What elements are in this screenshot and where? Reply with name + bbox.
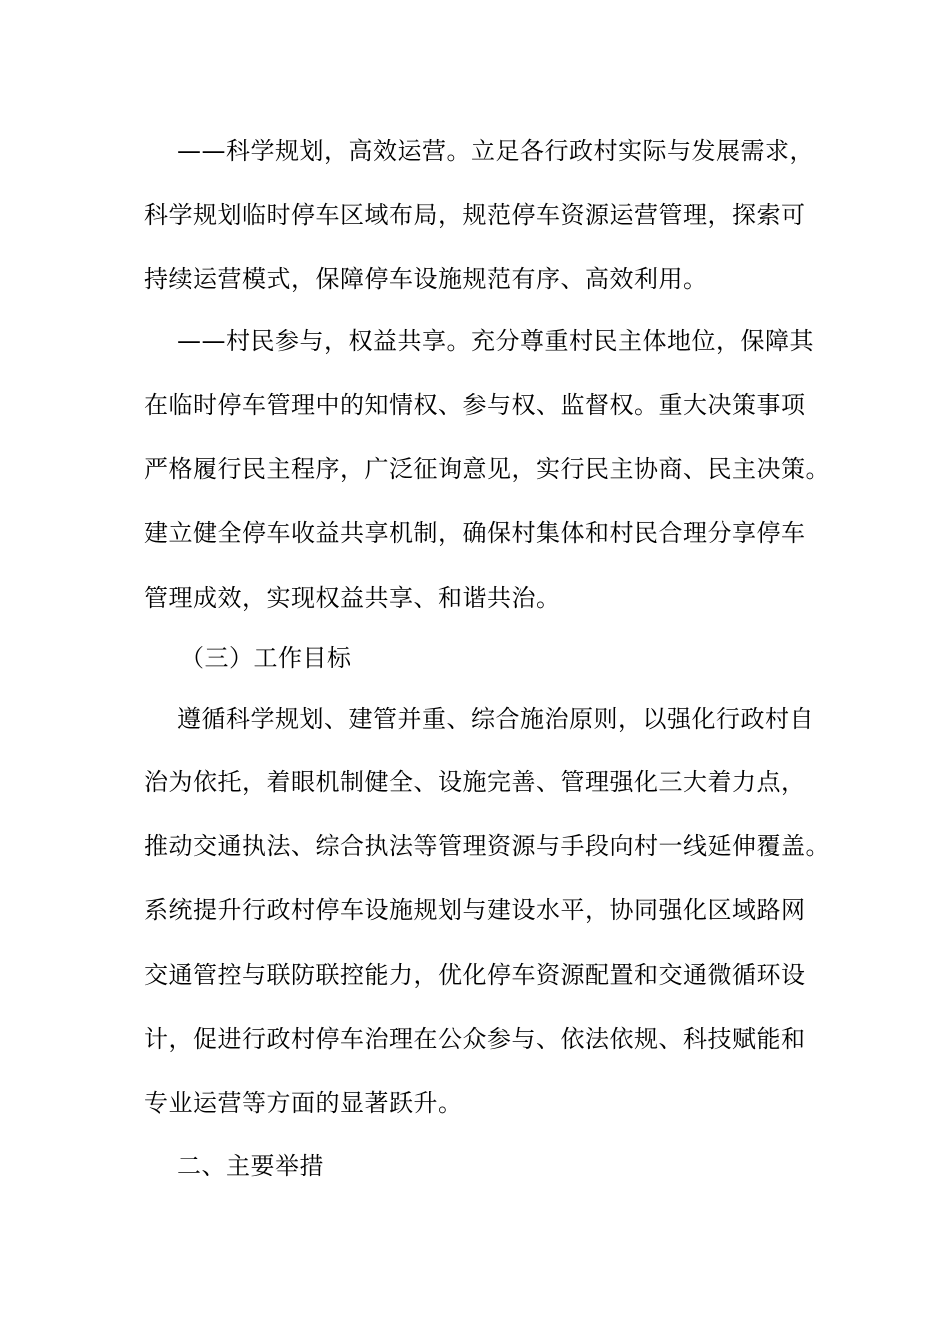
section-heading-main-measures: 二、主要举措 bbox=[177, 1152, 324, 1180]
paragraph-work-goals-line-1: 遵循科学规划、建管并重、综合施治原则，以强化行政村自 bbox=[177, 705, 814, 733]
paragraph-principle-planning-line-2: 科学规划临时停车区域布局，规范停车资源运营管理，探索可 bbox=[144, 201, 806, 229]
paragraph-work-goals-line-2: 治为依托，着眼机制健全、设施完善、管理强化三大着力点， bbox=[144, 768, 806, 796]
section-heading-work-goals: （三）工作目标 bbox=[180, 644, 352, 672]
paragraph-principle-planning-line-1: ——科学规划，高效运营。立足各行政村实际与发展需求， bbox=[177, 137, 814, 165]
paragraph-principle-planning-line-3: 持续运营模式，保障停车设施规范有序、高效利用。 bbox=[144, 265, 708, 293]
paragraph-work-goals-line-3: 推动交通执法、综合执法等管理资源与手段向村一线延伸覆盖。 bbox=[144, 832, 830, 860]
paragraph-principle-participation-line-5: 管理成效，实现权益共享、和谐共治。 bbox=[144, 584, 561, 612]
paragraph-work-goals-line-4: 系统提升行政村停车设施规划与建设水平，协同强化区域路网 bbox=[144, 896, 806, 924]
paragraph-work-goals-line-5: 交通管控与联防联控能力，优化停车资源配置和交通微循环设 bbox=[144, 961, 806, 989]
paragraph-principle-participation-line-3: 严格履行民主程序，广泛征询意见，实行民主协商、民主决策。 bbox=[144, 455, 830, 483]
paragraph-principle-participation-line-4: 建立健全停车收益共享机制，确保村集体和村民合理分享停车 bbox=[144, 519, 806, 547]
paragraph-work-goals-line-7: 专业运营等方面的显著跃升。 bbox=[144, 1089, 463, 1117]
paragraph-principle-participation-line-2: 在临时停车管理中的知情权、参与权、监督权。重大决策事项 bbox=[144, 391, 806, 419]
paragraph-work-goals-line-6: 计，促进行政村停车治理在公众参与、依法依规、科技赋能和 bbox=[144, 1025, 806, 1053]
paragraph-principle-participation-line-1: ——村民参与，权益共享。充分尊重村民主体地位，保障其 bbox=[177, 327, 814, 355]
